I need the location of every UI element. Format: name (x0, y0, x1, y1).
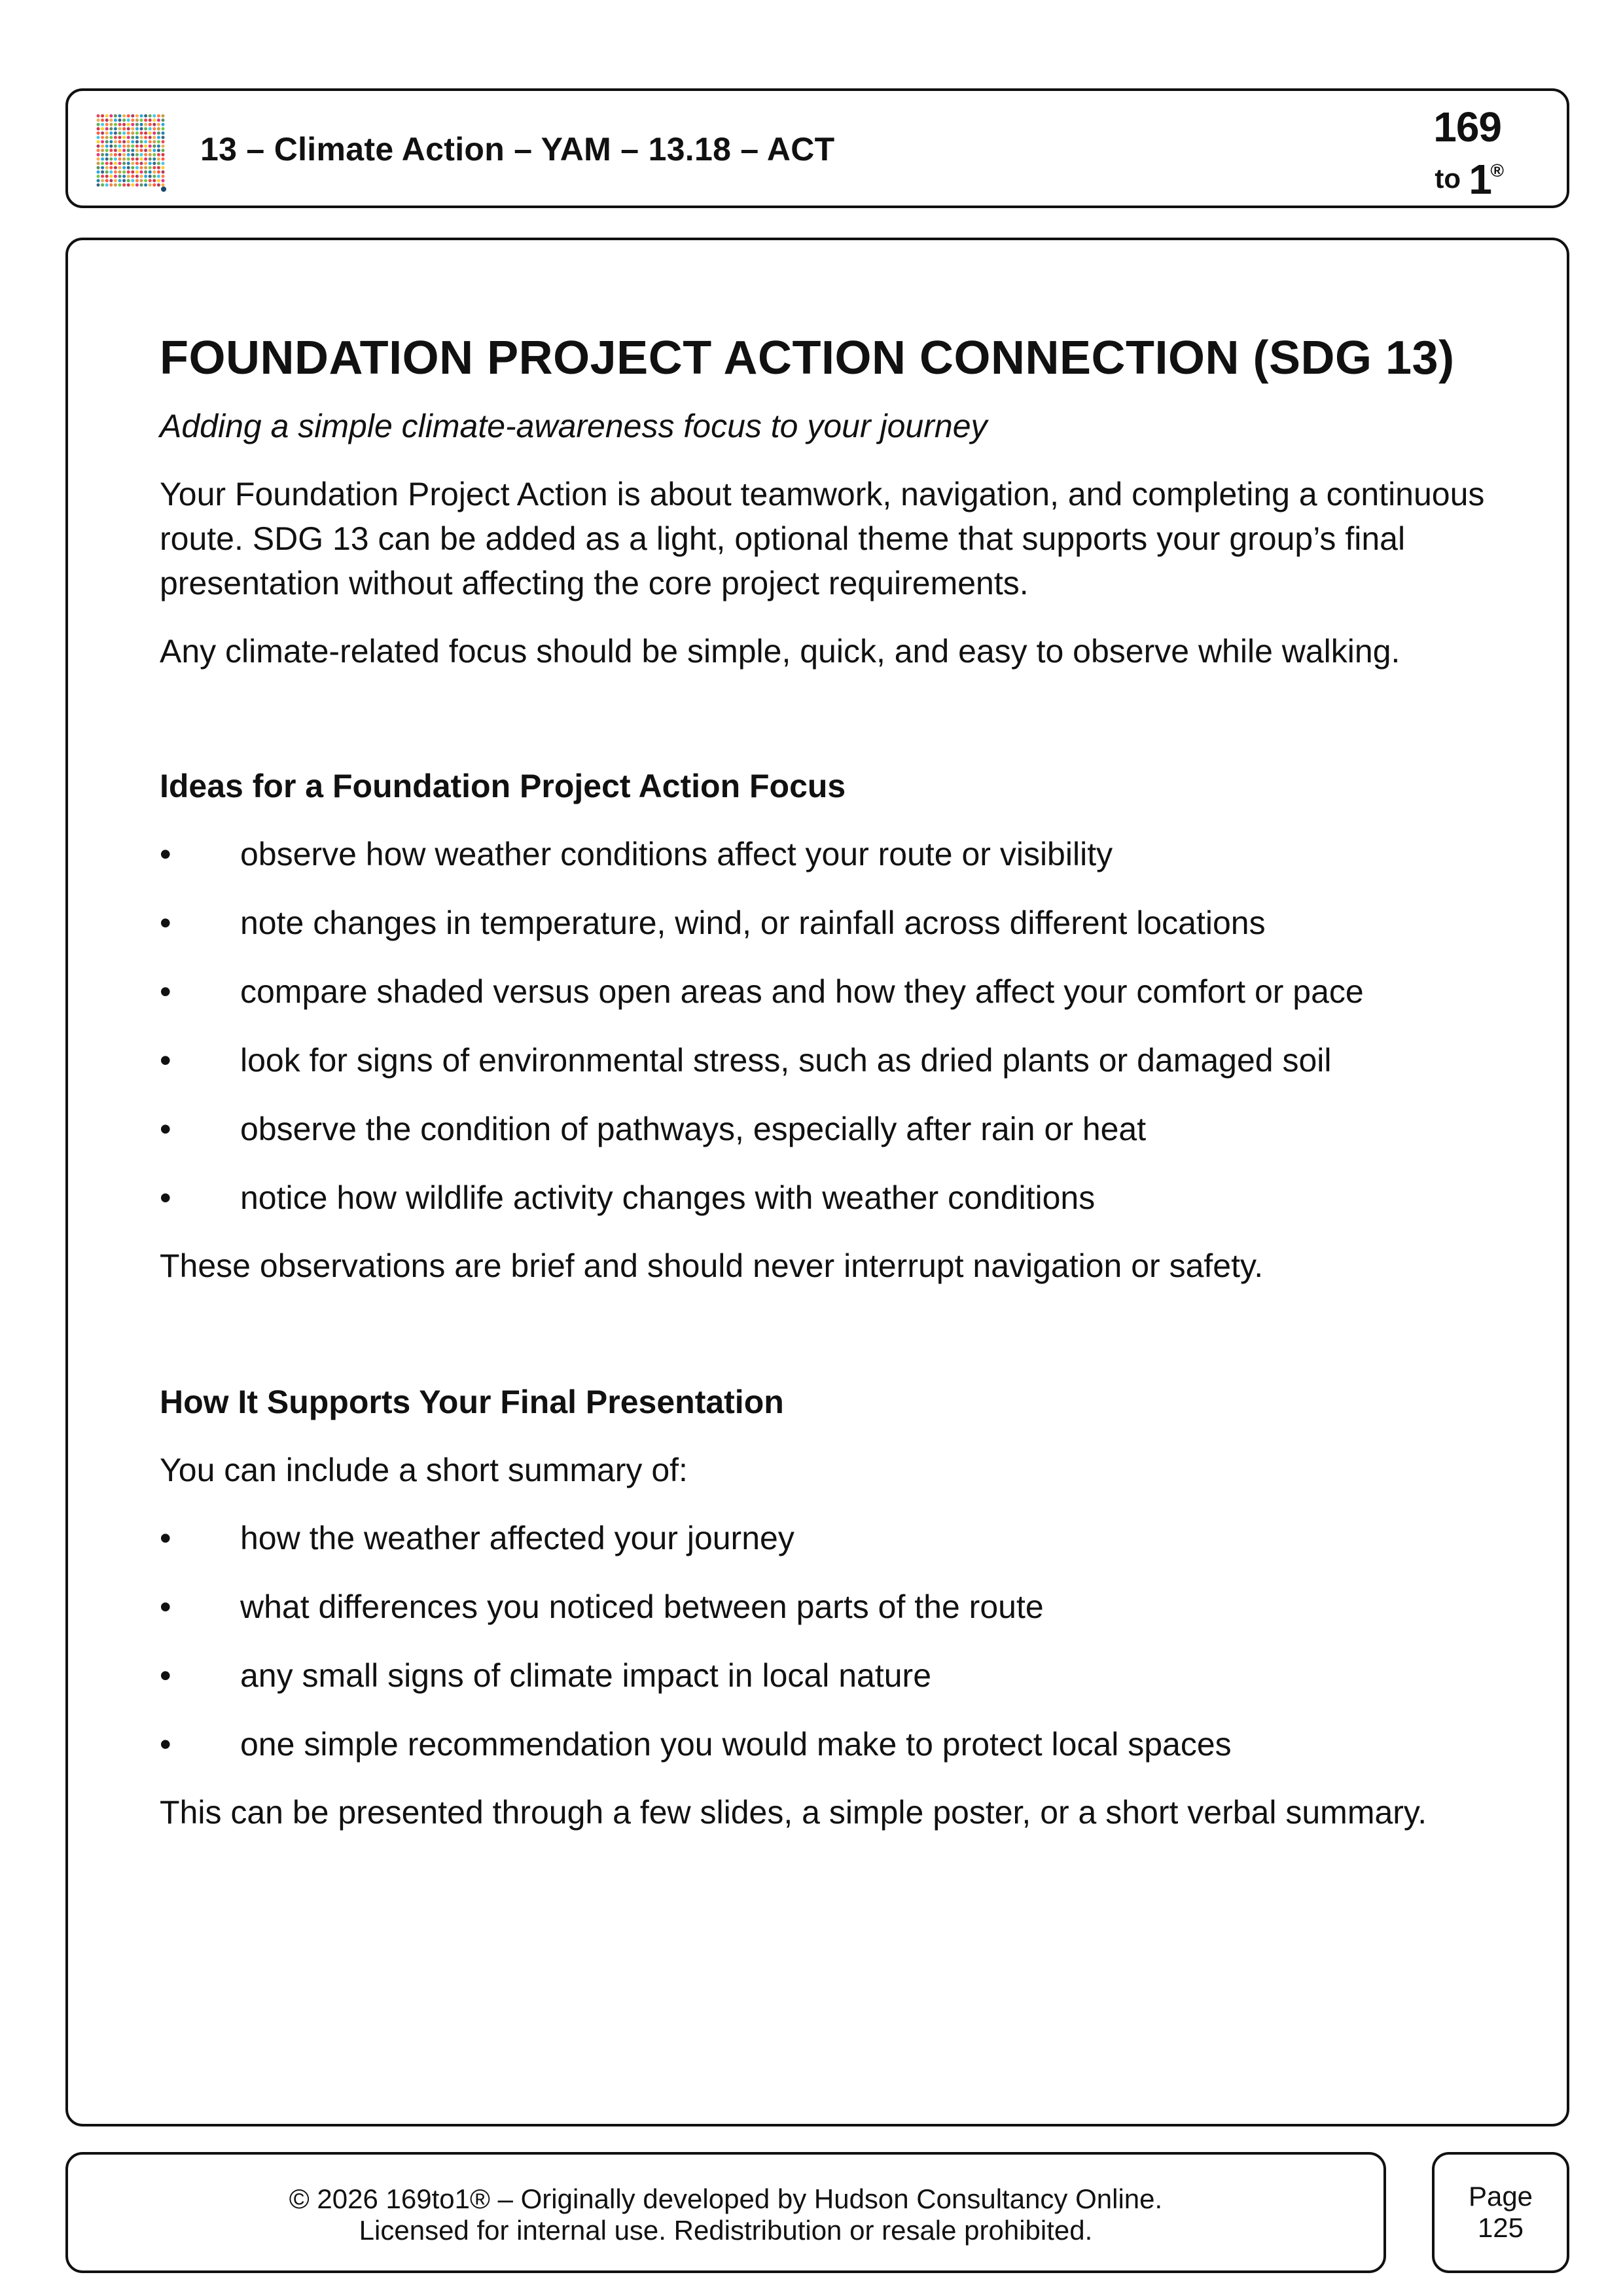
brand-to: to (1435, 163, 1461, 194)
list-item (160, 1038, 1495, 1083)
page-header (65, 88, 1569, 208)
list-item (160, 1653, 1495, 1698)
footer-line-license: Licensed for internal use. Redistribution or resale prohibited. (359, 2215, 1093, 2246)
observations-note: These observations are brief and should never interrupt navigation or safety. (160, 1247, 1264, 1284)
list-item (160, 969, 1495, 1014)
page-label: Page (1468, 2181, 1533, 2212)
list-item-text: how the weather affected your journey (240, 1520, 794, 1556)
main-content-panel (65, 238, 1569, 2126)
page-subtitle: Adding a simple climate-awareness focus to your journey (160, 408, 988, 444)
sdg-color-grid-logo-icon (96, 113, 166, 192)
list-item-text: what differences you noticed between parts of the route (240, 1588, 1044, 1625)
presentation-list (160, 1516, 1495, 1767)
section-heading-presentation: How It Supports Your Final Presentation (160, 1384, 784, 1420)
presentation-format-note: This can be presented through a few slides, a simple poster, or a short verbal summary. (160, 1794, 1427, 1831)
list-item-text: compare shaded versus open areas and how they affect your comfort or pace (240, 973, 1364, 1010)
intro-paragraph: Your Foundation Project Action is about teamwork, navigation, and completing a continuous route. SDG 13 can be added as a light, optional theme that supports your group’s final presentation without affecting the core project requirements. (160, 476, 1485, 601)
bullet-icon: • (160, 1520, 171, 1556)
page-number-box (1432, 2152, 1569, 2273)
brand-logo (1403, 98, 1521, 202)
bullet-icon: • (160, 836, 171, 872)
bullet-icon: • (160, 905, 171, 941)
brand-registered-mark: ® (1490, 160, 1504, 181)
bullet-icon: • (160, 1588, 171, 1625)
section-heading-ideas: Ideas for a Foundation Project Action Focus (160, 768, 846, 804)
bullet-icon: • (160, 1657, 171, 1694)
list-item (160, 1107, 1495, 1151)
brand-one: 1 (1469, 156, 1492, 203)
list-item-text: one simple recommendation you would make to protect local spaces (240, 1726, 1232, 1763)
list-item-text: any small signs of climate impact in local nature (240, 1657, 932, 1694)
brand-number: 169 (1433, 103, 1501, 151)
presentation-intro: You can include a short summary of: (160, 1452, 688, 1488)
list-item-text: look for signs of environmental stress, such as dried plants or damaged soil (240, 1042, 1332, 1079)
list-item (160, 1585, 1495, 1629)
content-body (160, 325, 1495, 1835)
list-item-text: observe how weather conditions affect your route or visibility (240, 836, 1113, 872)
list-item-text: observe the condition of pathways, especially after rain or heat (240, 1111, 1147, 1147)
footer-line-copyright: © 2026 169to1® – Originally developed by Hudson Consultancy Online. (289, 2183, 1163, 2214)
list-item-text: notice how wildlife activity changes with weather conditions (240, 1179, 1096, 1216)
list-item (160, 832, 1495, 876)
list-item (160, 1722, 1495, 1767)
ideas-list (160, 832, 1495, 1220)
list-item-text: note changes in temperature, wind, or rainfall across different locations (240, 905, 1266, 941)
bullet-icon: • (160, 973, 171, 1010)
list-item (160, 901, 1495, 945)
header-title: 13 – Climate Action – YAM – 13.18 – ACT (200, 131, 835, 168)
list-item (160, 1516, 1495, 1560)
page-title: FOUNDATION PROJECT ACTION CONNECTION (SDG 13) (160, 332, 1455, 384)
bullet-icon: • (160, 1042, 171, 1079)
list-item (160, 1175, 1495, 1220)
bullet-icon: • (160, 1726, 171, 1763)
focus-note-paragraph: Any climate-related focus should be simple, quick, and easy to observe while walking. (160, 633, 1400, 670)
footer-copyright (68, 2183, 1383, 2246)
page-number: 125 (1477, 2212, 1524, 2243)
bullet-icon: • (160, 1111, 171, 1147)
page-footer (65, 2152, 1386, 2273)
bullet-icon: • (160, 1179, 171, 1216)
